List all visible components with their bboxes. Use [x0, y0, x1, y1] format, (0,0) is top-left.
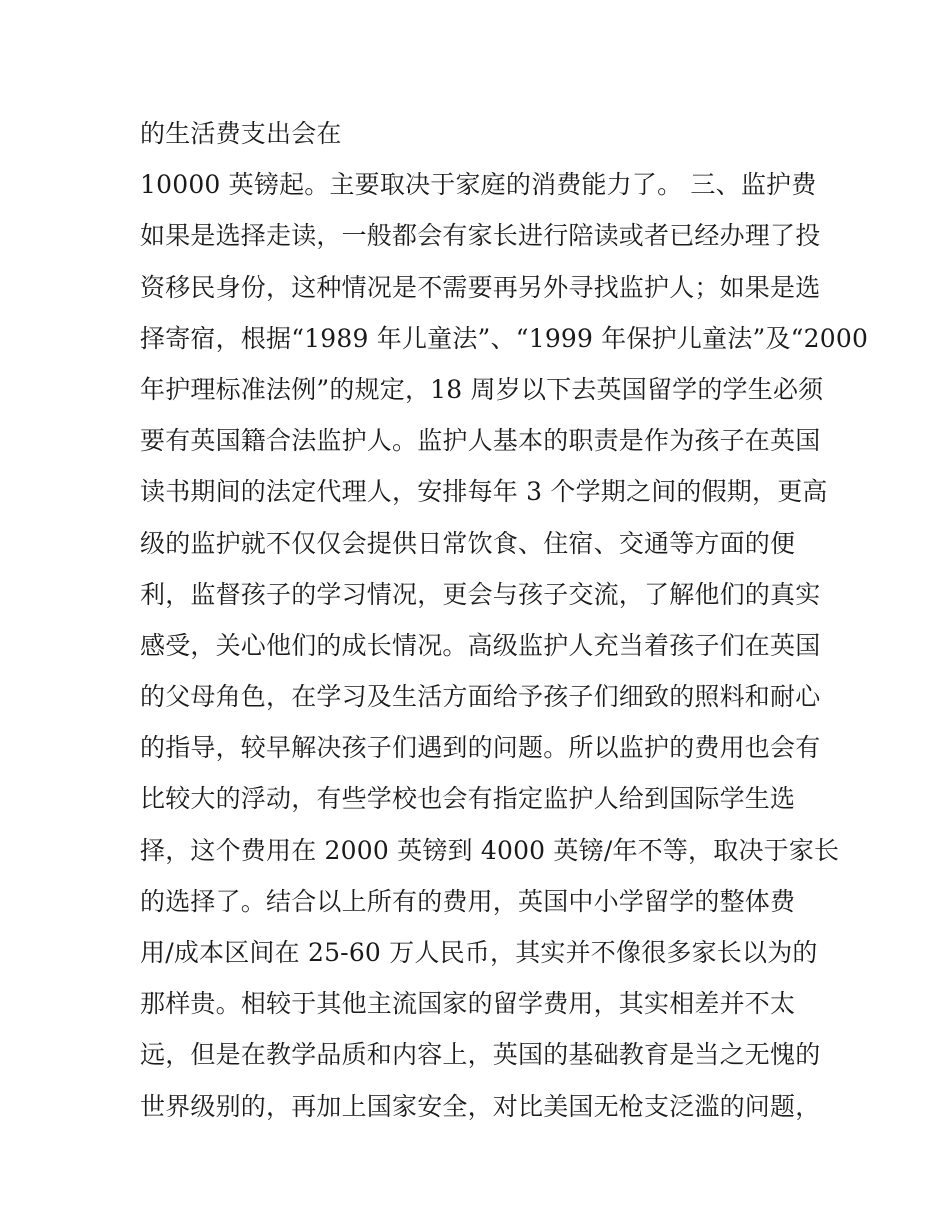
- text-line: 10000 英镑起。主要取决于家庭的消费能力了。 三、监护费: [140, 170, 817, 200]
- text-line: 的父母角色，在学习及生活方面给予孩子们细致的照料和耐心: [140, 682, 821, 712]
- text-line: 要有英国籍合法监护人。监护人基本的职责是作为孩子在英国: [140, 426, 821, 456]
- text-line: 感受，关心他们的成长情况。高级监护人充当着孩子们在英国: [140, 630, 821, 660]
- text-line: 利，监督孩子的学习情况，更会与孩子交流，了解他们的真实: [140, 579, 821, 609]
- text-line: 级的监护就不仅仅会提供日常饮食、住宿、交通等方面的便: [140, 528, 796, 558]
- text-line: 读书期间的法定代理人，安排每年 3 个学期之间的假期，更高: [140, 477, 828, 507]
- text-line: 如果是选择走读，一般都会有家长进行陪读或者已经办理了投: [140, 221, 821, 251]
- text-line: 远，但是在教学品质和内容上，英国的基础教育是当之无愧的: [140, 1040, 821, 1070]
- body-text: [140, 108, 869, 1132]
- text-line: 资移民身份，这种情况是不需要再另外寻找监护人；如果是选: [140, 272, 821, 302]
- text-line: 的选择了。结合以上所有的费用，英国中小学留学的整体费: [140, 886, 796, 916]
- text-line: 世界级别的，再加上国家安全，对比美国无枪支泛滥的问题，: [140, 1091, 821, 1121]
- text-line: 的指导，较早解决孩子们遇到的问题。所以监护的费用也会有: [140, 733, 821, 763]
- text-line: 年护理标准法例”的规定，18 周岁以下去英国留学的学生必须: [140, 374, 824, 404]
- text-line: 的生活费支出会在: [140, 119, 342, 148]
- text-line: 择寄宿，根据“1989 年儿童法”、“1999 年保护儿童法”及“2000: [140, 323, 869, 353]
- text-line: 择，这个费用在 2000 英镑到 4000 英镑/年不等，取决于家长: [140, 835, 840, 865]
- text-line: 用/成本区间在 25-60 万人民币，其实并不像很多家长以为的: [140, 938, 818, 967]
- text-line: 那样贵。相较于其他主流国家的留学费用，其实相差并不太: [140, 989, 796, 1019]
- text-line: 比较大的浮动，有些学校也会有指定监护人给到国际学生选: [140, 784, 796, 814]
